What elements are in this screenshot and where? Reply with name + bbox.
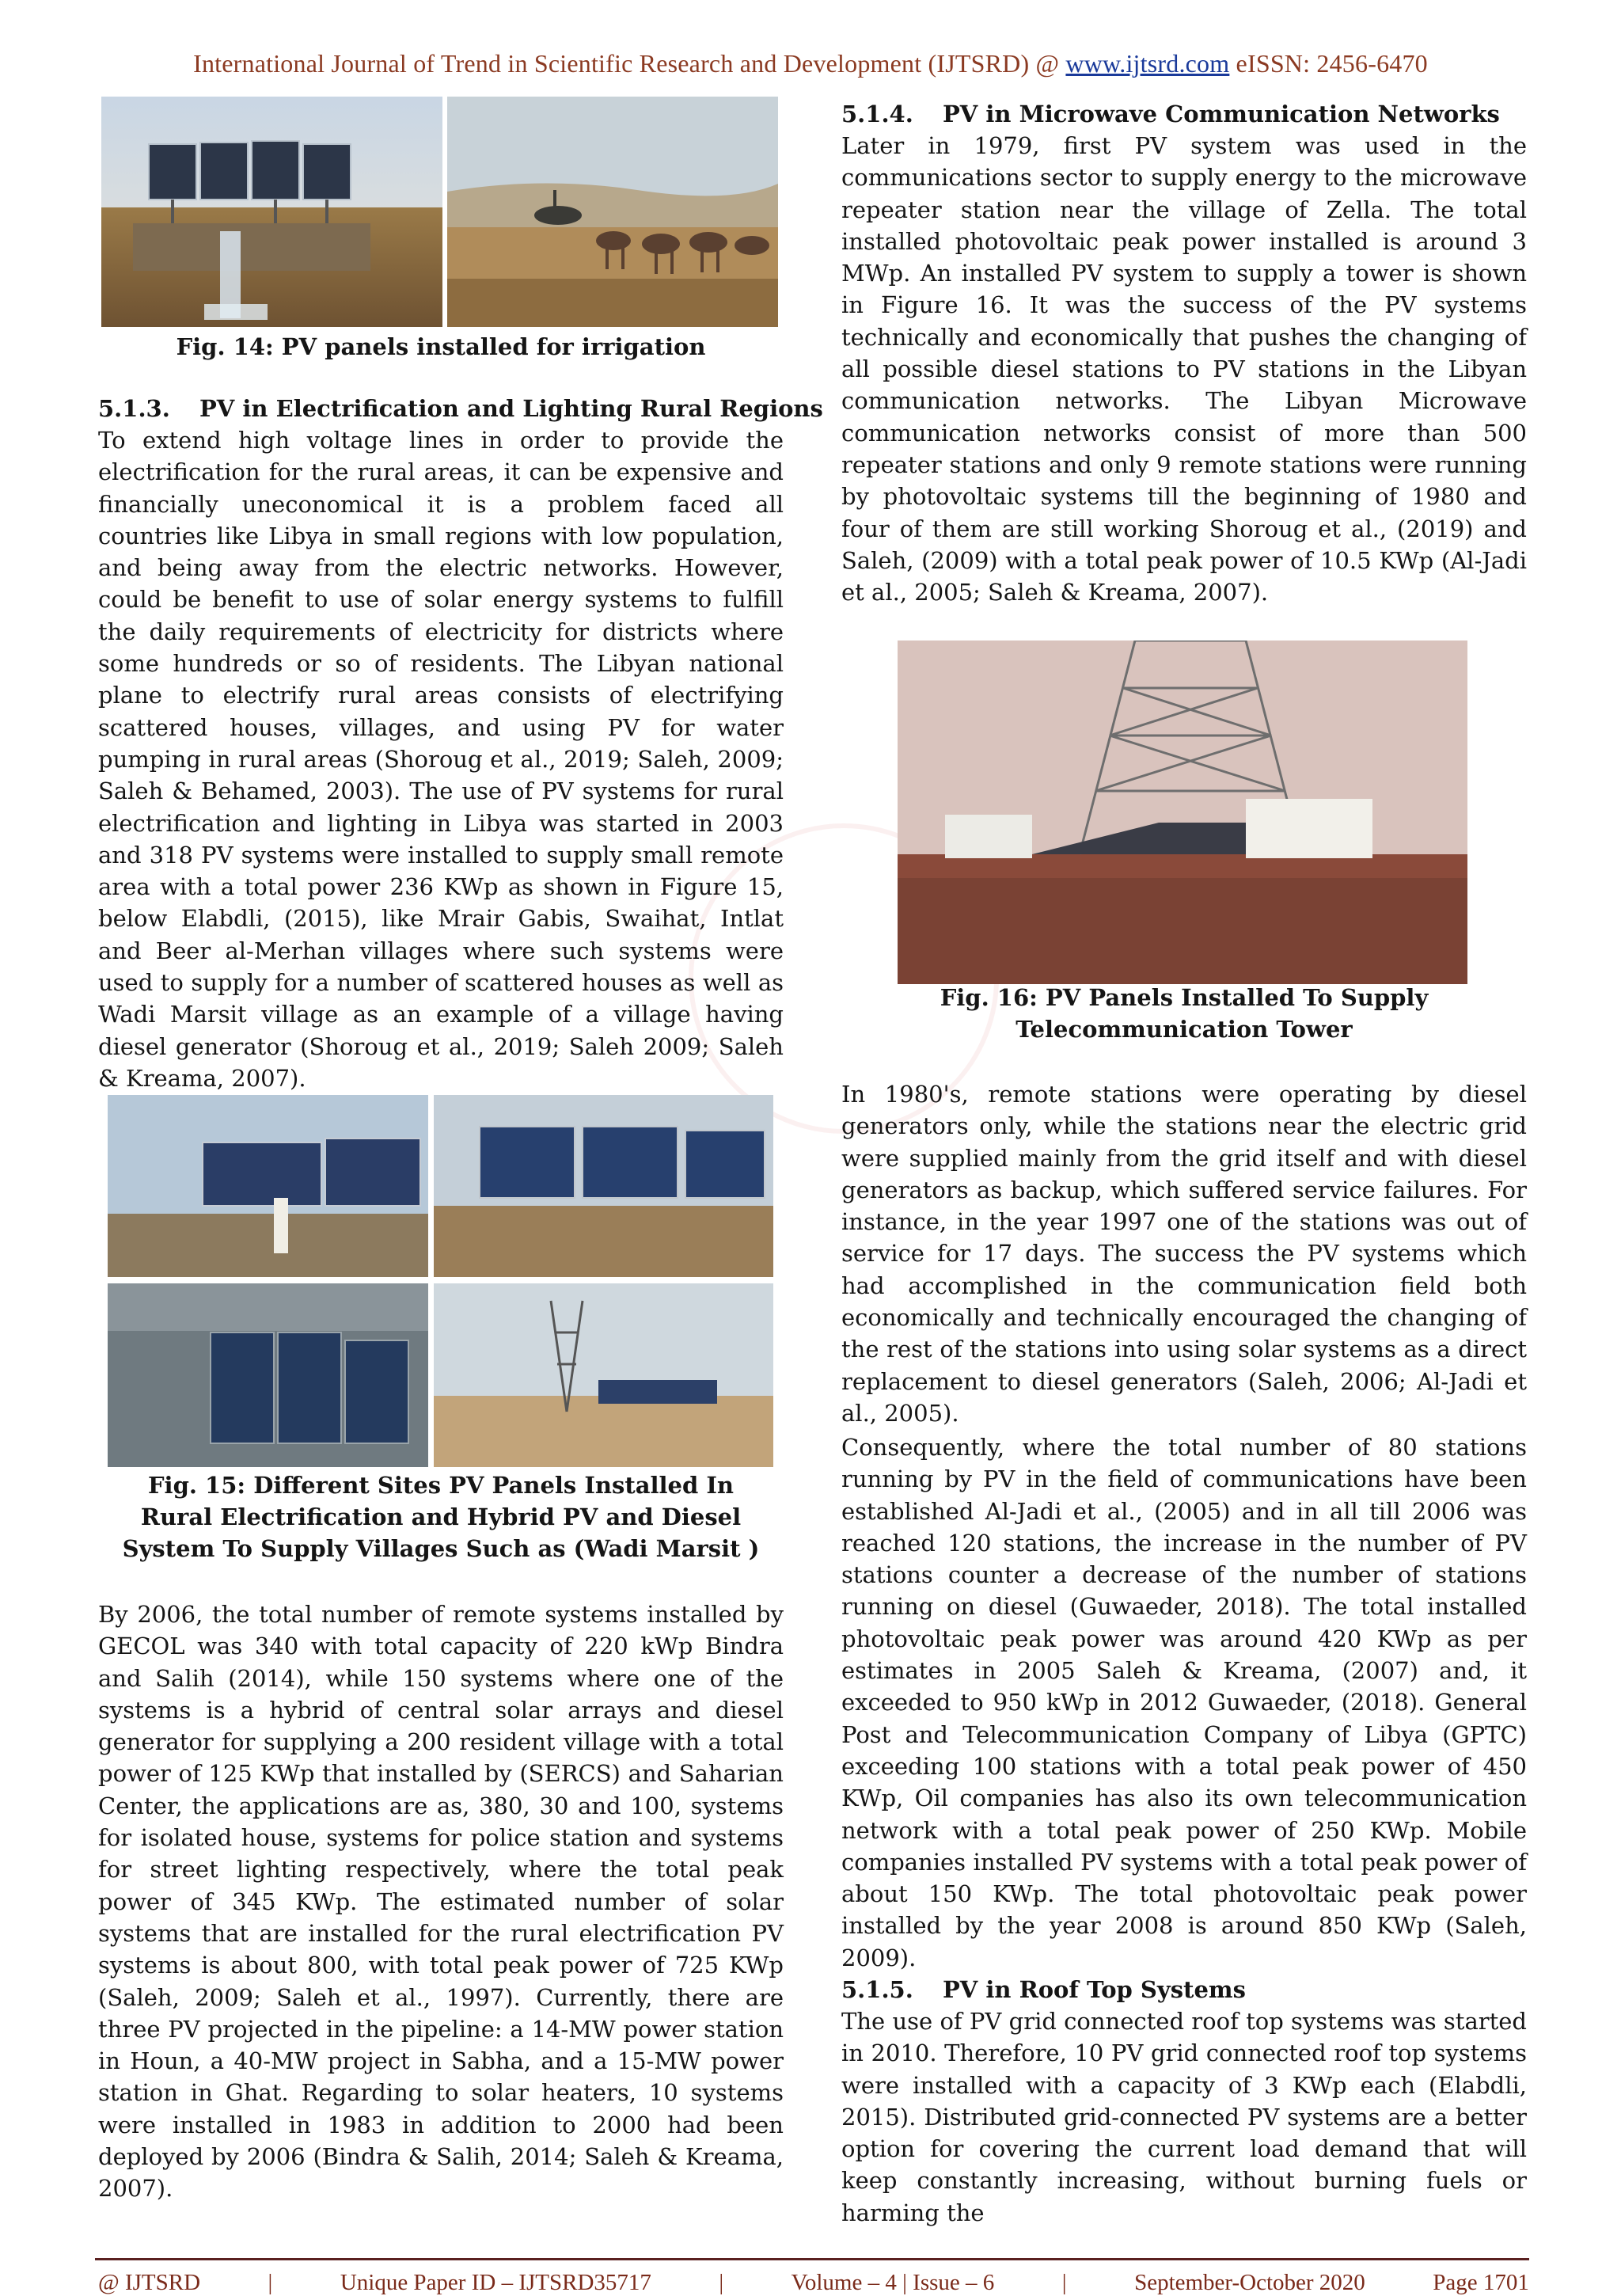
fig16-caption-line1: Fig. 16: PV Panels Installed To Supply	[940, 984, 1429, 1011]
fig14-photo-camels-desert	[447, 97, 778, 327]
header-prefix: International Journal of Trend in Scientific Research and Development (IJTSRD) @	[193, 49, 1066, 78]
footer-date: September-October 2020	[1134, 2270, 1365, 2295]
footer-volume: Volume – 4 | Issue – 6	[791, 2270, 995, 2295]
section-5-1-5-heading	[841, 1974, 1527, 2005]
section-title: PV in Electrification and Lighting Rural Regions	[199, 395, 823, 422]
fig14-photo-irrigation-pump	[101, 97, 442, 327]
fig16-caption-line2: Telecommunication Tower	[1015, 1016, 1353, 1043]
header-suffix: eISSN: 2456-6470	[1229, 49, 1428, 78]
journal-website-link[interactable]: www.ijtsrd.com	[1065, 49, 1230, 78]
section-number: 5.1.5.	[841, 1976, 913, 2003]
page-footer	[98, 2270, 1529, 2296]
section-title: PV in Roof Top Systems	[943, 1976, 1246, 2003]
section-5-1-3-heading	[98, 393, 823, 424]
section-number: 5.1.3.	[98, 395, 170, 422]
pv-stations-count-paragraph: Consequently, where the total number of 80 stations running by PV in the field of communications have been established Al-Jadi et al., (2005) and in all till 2006 was reached 120 stations, the increase in the number of PV stations counter a decrease of the number of stations running on diesel (Guwaeder, 2018). The total installed photovoltaic peak power was around 420 KWp as per estimates in 2005 Saleh & Kreama, (2007) and, it exceeded to 950 kWp in 2012 Guwaeder, (2018). General Post and Telecommunication Company of Libya (GPTC) exceeding 100 stations with a total peak power of 450 KWp, Oil companies has also its own telecommunication network with a total peak power of 250 KWp. Mobile companies installed PV systems with a total peak power of about 150 KWp. The total photovoltaic peak power installed by the year 2008 is around 850 KWp (Saleh, 2009).	[841, 1434, 1527, 1971]
footer-paper-id: Unique Paper ID – IJTSRD35717	[340, 2270, 651, 2295]
footer-separator: |	[1061, 2270, 1067, 2295]
fig14-caption: Fig. 14: PV panels installed for irrigation	[176, 333, 706, 360]
diesel-stations-paragraph: In 1980's, remote stations were operating by diesel generators only, while the stations near the electric grid were supplied mainly from the grid itself and with diesel generators as backup, which suffered service failures. For instance, in the year 1997 one of the stations was out of service for 17 days. The success the PV systems which had accomplished in the communication field both economically and technically encouraged the changing of the rest of the stations into using solar systems as a direct replacement to diesel generators (Saleh, 2006; Al-Jadi et al., 2005).	[841, 1081, 1527, 1427]
footer-separator: |	[719, 2270, 724, 2295]
section-5-1-4-heading	[841, 98, 1527, 130]
microwave-networks-paragraph: Later in 1979, first PV system was used in the communications sector to supply energy to the microwave repeater station near the village of Zella. The total installed photovoltaic peak power installed is around 3 MWp. An installed PV system to supply a tower is shown in Figure 16. It was the success of the PV systems technically and economically that pushes the changing of all possible diesel stations to PV stations in the Libyan communication networks. The Libyan Microwave communication networks consist of more than 500 repeater stations and only 9 remote stations were running by photovoltaic systems till the beginning of 1980 and four of them are still working Shoroug et al., (2019) and Saleh, (2009) with a total peak power of 10.5 KWp (Al-Jadi et al., 2005; Saleh & Kreama, 2007).	[841, 132, 1527, 606]
section-title: PV in Microwave Communication Networks	[943, 101, 1500, 127]
fig15-photo-collage	[108, 1095, 773, 1467]
fig15-caption: Fig. 15: Different Sites PV Panels Installed In Rural Electrification and Hybrid PV and Diesel System To Supply Villages Such as (Wadi Marsit )	[122, 1472, 760, 1562]
footer-page-number: Page 1701	[1433, 2270, 1529, 2295]
journal-header	[0, 49, 1621, 78]
fig16-photo-telecom-tower	[898, 641, 1467, 984]
roof-top-paragraph: The use of PV grid connected roof top systems was started in 2010. Therefore, 10 PV grid connected roof top systems were installed with a capacity of 3 KWp each (Elabdli, 2015). Distributed grid-connected PV systems are a better option for covering the current load demand that will keep constantly increasing, without burning fuels or harming the	[841, 2008, 1527, 2226]
fig16-caption	[841, 982, 1527, 1045]
section-number: 5.1.4.	[841, 101, 913, 127]
footer-journal: @ IJTSRD	[98, 2270, 201, 2295]
footer-separator: |	[268, 2270, 273, 2295]
rural-electrification-paragraph: To extend high voltage lines in order to provide the electrification for the rural areas, it can be expensive and financially uneconomical it is a problem faced all countries like Libya in small regions with low population, and being away from the electric networks. However, could be benefit to use of solar energy systems to fulfill the daily requirements of electricity for districts where some hundreds or so of residents. The Libyan national plane to electrify rural areas consists of electrifying scattered houses, villages, and using PV for water pumping in rural areas (Shoroug et al., 2019; Saleh, 2009; Saleh & Behamed, 2003). The use of PV systems for rural electrification and lighting in Libya was started in 2003 and 318 PV systems were installed to supply small remote area with a total power 236 KWp as shown in Figure 15, below Elabdli, (2015), like Mrair Gabis, Swaihat, Intlat and Beer al-Merhan villages where such systems were used to supply for a number of scattered houses as well as Wadi Marsit village as an example of a village having diesel generator (Shoroug et al., 2019; Saleh 2009; Saleh & Kreama, 2007).	[98, 427, 784, 1092]
footer-rule	[95, 2258, 1529, 2260]
remote-systems-paragraph: By 2006, the total number of remote systems installed by GECOL was 340 with total capacity of 220 kWp Bindra and Salih (2014), while 150 systems where one of the systems is a hybrid of central solar arrays and diesel generator for supplying a 200 resident village with a total power of 125 KWp that installed by (SERCS) and Saharian Center, the applications are as, 380, 30 and 100, systems for isolated house, systems for police station and systems for street lighting respectively, where the total peak power of 345 KWp. The estimated number of solar systems that are installed for the rural electrification PV systems is about 800, with total peak power of 725 KWp (Saleh, 2009; Saleh et al., 1997). Currently, there are three PV projected in the pipeline: a 14-MW power station in Houn, a 40-MW project in Sabha, and a 15-MW power station in Ghat. Regarding to solar heaters, 10 systems were installed in 1983 in addition to 2000 had been deployed by 2006 (Bindra & Salih, 2014; Saleh & Kreama, 2007).	[98, 1601, 784, 2203]
